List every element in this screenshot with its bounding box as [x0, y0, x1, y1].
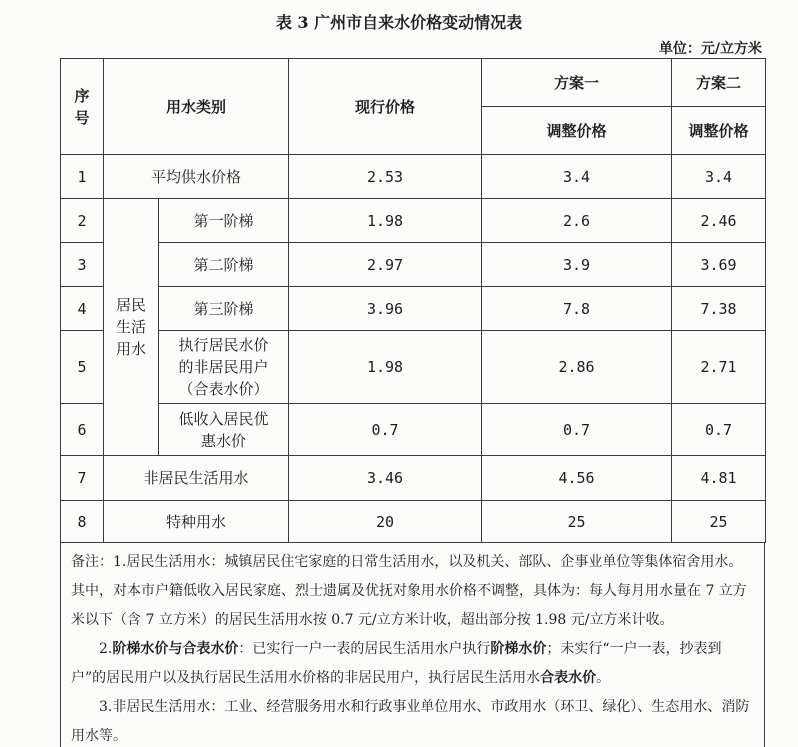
- row-category: 第一阶梯: [159, 199, 289, 243]
- table-title: 表 3 广州市自来水价格变动情况表: [275, 13, 523, 32]
- table-row: [61, 243, 766, 287]
- header-plan-two: 方案二: [672, 59, 766, 107]
- row-plan-two-price: 7.38: [672, 287, 766, 331]
- group-label-line2: 生活: [115, 318, 146, 336]
- row-category-line1: 低收入居民优: [178, 409, 269, 428]
- row-plan-one-price: 2.6: [482, 199, 672, 243]
- row-plan-two-price: 3.4: [672, 155, 766, 199]
- note-2-text-c: 。: [596, 670, 611, 686]
- row-number: 4: [61, 287, 104, 331]
- row-plan-two-price: 0.7: [672, 404, 766, 456]
- row-category-line3: （合表水价）: [178, 380, 269, 398]
- row-category: 第二阶梯: [159, 243, 289, 287]
- table-row: [61, 404, 766, 456]
- table-row: [61, 501, 766, 543]
- row-plan-one-price: 2.86: [482, 331, 672, 404]
- row-plan-one-price: 3.4: [482, 155, 672, 199]
- row-category: 平均供水价格: [104, 155, 289, 199]
- row-category-line2: 惠水价: [201, 431, 247, 450]
- row-category: 第三阶梯: [159, 287, 289, 331]
- table-row: [61, 287, 766, 331]
- header-seq-line2: 号: [74, 108, 90, 127]
- table-row: [61, 199, 766, 243]
- note-2-combined-price: 合表水价: [540, 670, 597, 686]
- row-plan-two-price: 3.69: [672, 243, 766, 287]
- row-plan-one-price: 4.56: [482, 456, 672, 501]
- row-number: 3: [61, 243, 104, 287]
- row-current-price: 2.53: [289, 155, 482, 199]
- note-2-heading: 阶梯水价与合表水价: [112, 641, 239, 657]
- row-current-price: 2.97: [289, 243, 482, 287]
- unit-label: 单位：元/立方米: [658, 41, 762, 57]
- row-current-price: 3.46: [289, 456, 482, 501]
- row-current-price: 0.7: [289, 404, 482, 456]
- row-number: 6: [61, 404, 104, 456]
- water-price-table: [60, 58, 766, 543]
- residential-group-label: [104, 199, 159, 456]
- row-number: 5: [61, 331, 104, 404]
- row-plan-two-price: 2.71: [672, 331, 766, 404]
- header-plan-two-adjusted: 调整价格: [672, 107, 766, 155]
- notes-section: [60, 542, 765, 747]
- note-2-tiered-price: 阶梯水价: [490, 641, 547, 657]
- group-label-line1: 居民: [115, 296, 146, 314]
- note-2-text-b: ；未实行“一户一表，抄表到户”的居民用户以及执行居民生活用水价格的非居民用户，执行居民生活用水: [71, 641, 722, 686]
- header-current-price: 现行价格: [289, 59, 482, 155]
- row-number: 1: [61, 155, 104, 199]
- row-category: 特种用水: [104, 501, 289, 543]
- note-1: 备注：1.居民生活用水：城镇居民住宅家庭的日常生活用水，以及机关、部队、企事业单位等集体宿舍用水。其中，对本市户籍低收入居民家庭、烈士遗属及优抚对象用水价格不调整，具体为：每人每月用水量在 7 立方米以下（含 7 立方米）的居民生活用水按 0.7 元/立方米计收，超出部分按 1.98 元/立方米计收。: [71, 554, 747, 628]
- row-number: 7: [61, 456, 104, 501]
- row-current-price: 3.96: [289, 287, 482, 331]
- note-3: 3.非居民生活用水：工业、经营服务用水和行政事业单位用水、市政用水（环卫、绿化）、生态用水、消防用水等。: [71, 699, 750, 744]
- row-number: 2: [61, 199, 104, 243]
- row-plan-one-price: 25: [482, 501, 672, 543]
- row-current-price: 20: [289, 501, 482, 543]
- row-plan-two-price: 4.81: [672, 456, 766, 501]
- row-category-line2: 的非居民用户: [178, 358, 269, 376]
- row-number: 8: [61, 501, 104, 543]
- row-category: [159, 331, 289, 404]
- row-plan-one-price: 3.9: [482, 243, 672, 287]
- table-row: [61, 155, 766, 199]
- row-plan-two-price: 2.46: [672, 199, 766, 243]
- row-current-price: 1.98: [289, 199, 482, 243]
- table-row: [61, 331, 766, 404]
- header-plan-one-adjusted: 调整价格: [482, 107, 672, 155]
- row-plan-one-price: 7.8: [482, 287, 672, 331]
- row-category-line1: 执行居民水价: [178, 336, 269, 354]
- note-2: [71, 635, 756, 693]
- header-plan-one: 方案一: [482, 59, 672, 107]
- header-seq-line1: 序: [74, 86, 90, 105]
- header-seq: [61, 59, 104, 155]
- header-category: 用水类别: [104, 59, 289, 155]
- row-current-price: 1.98: [289, 331, 482, 404]
- note-2-number: 2.: [99, 641, 113, 657]
- table-row: [61, 456, 766, 501]
- row-category: 非居民生活用水: [104, 456, 289, 501]
- row-category: [159, 404, 289, 456]
- row-plan-two-price: 25: [672, 501, 766, 543]
- note-2-text-a: ：已实行一户一表的居民生活用水户执行: [238, 641, 491, 657]
- group-label-line3: 用水: [115, 340, 146, 358]
- row-plan-one-price: 0.7: [482, 404, 672, 456]
